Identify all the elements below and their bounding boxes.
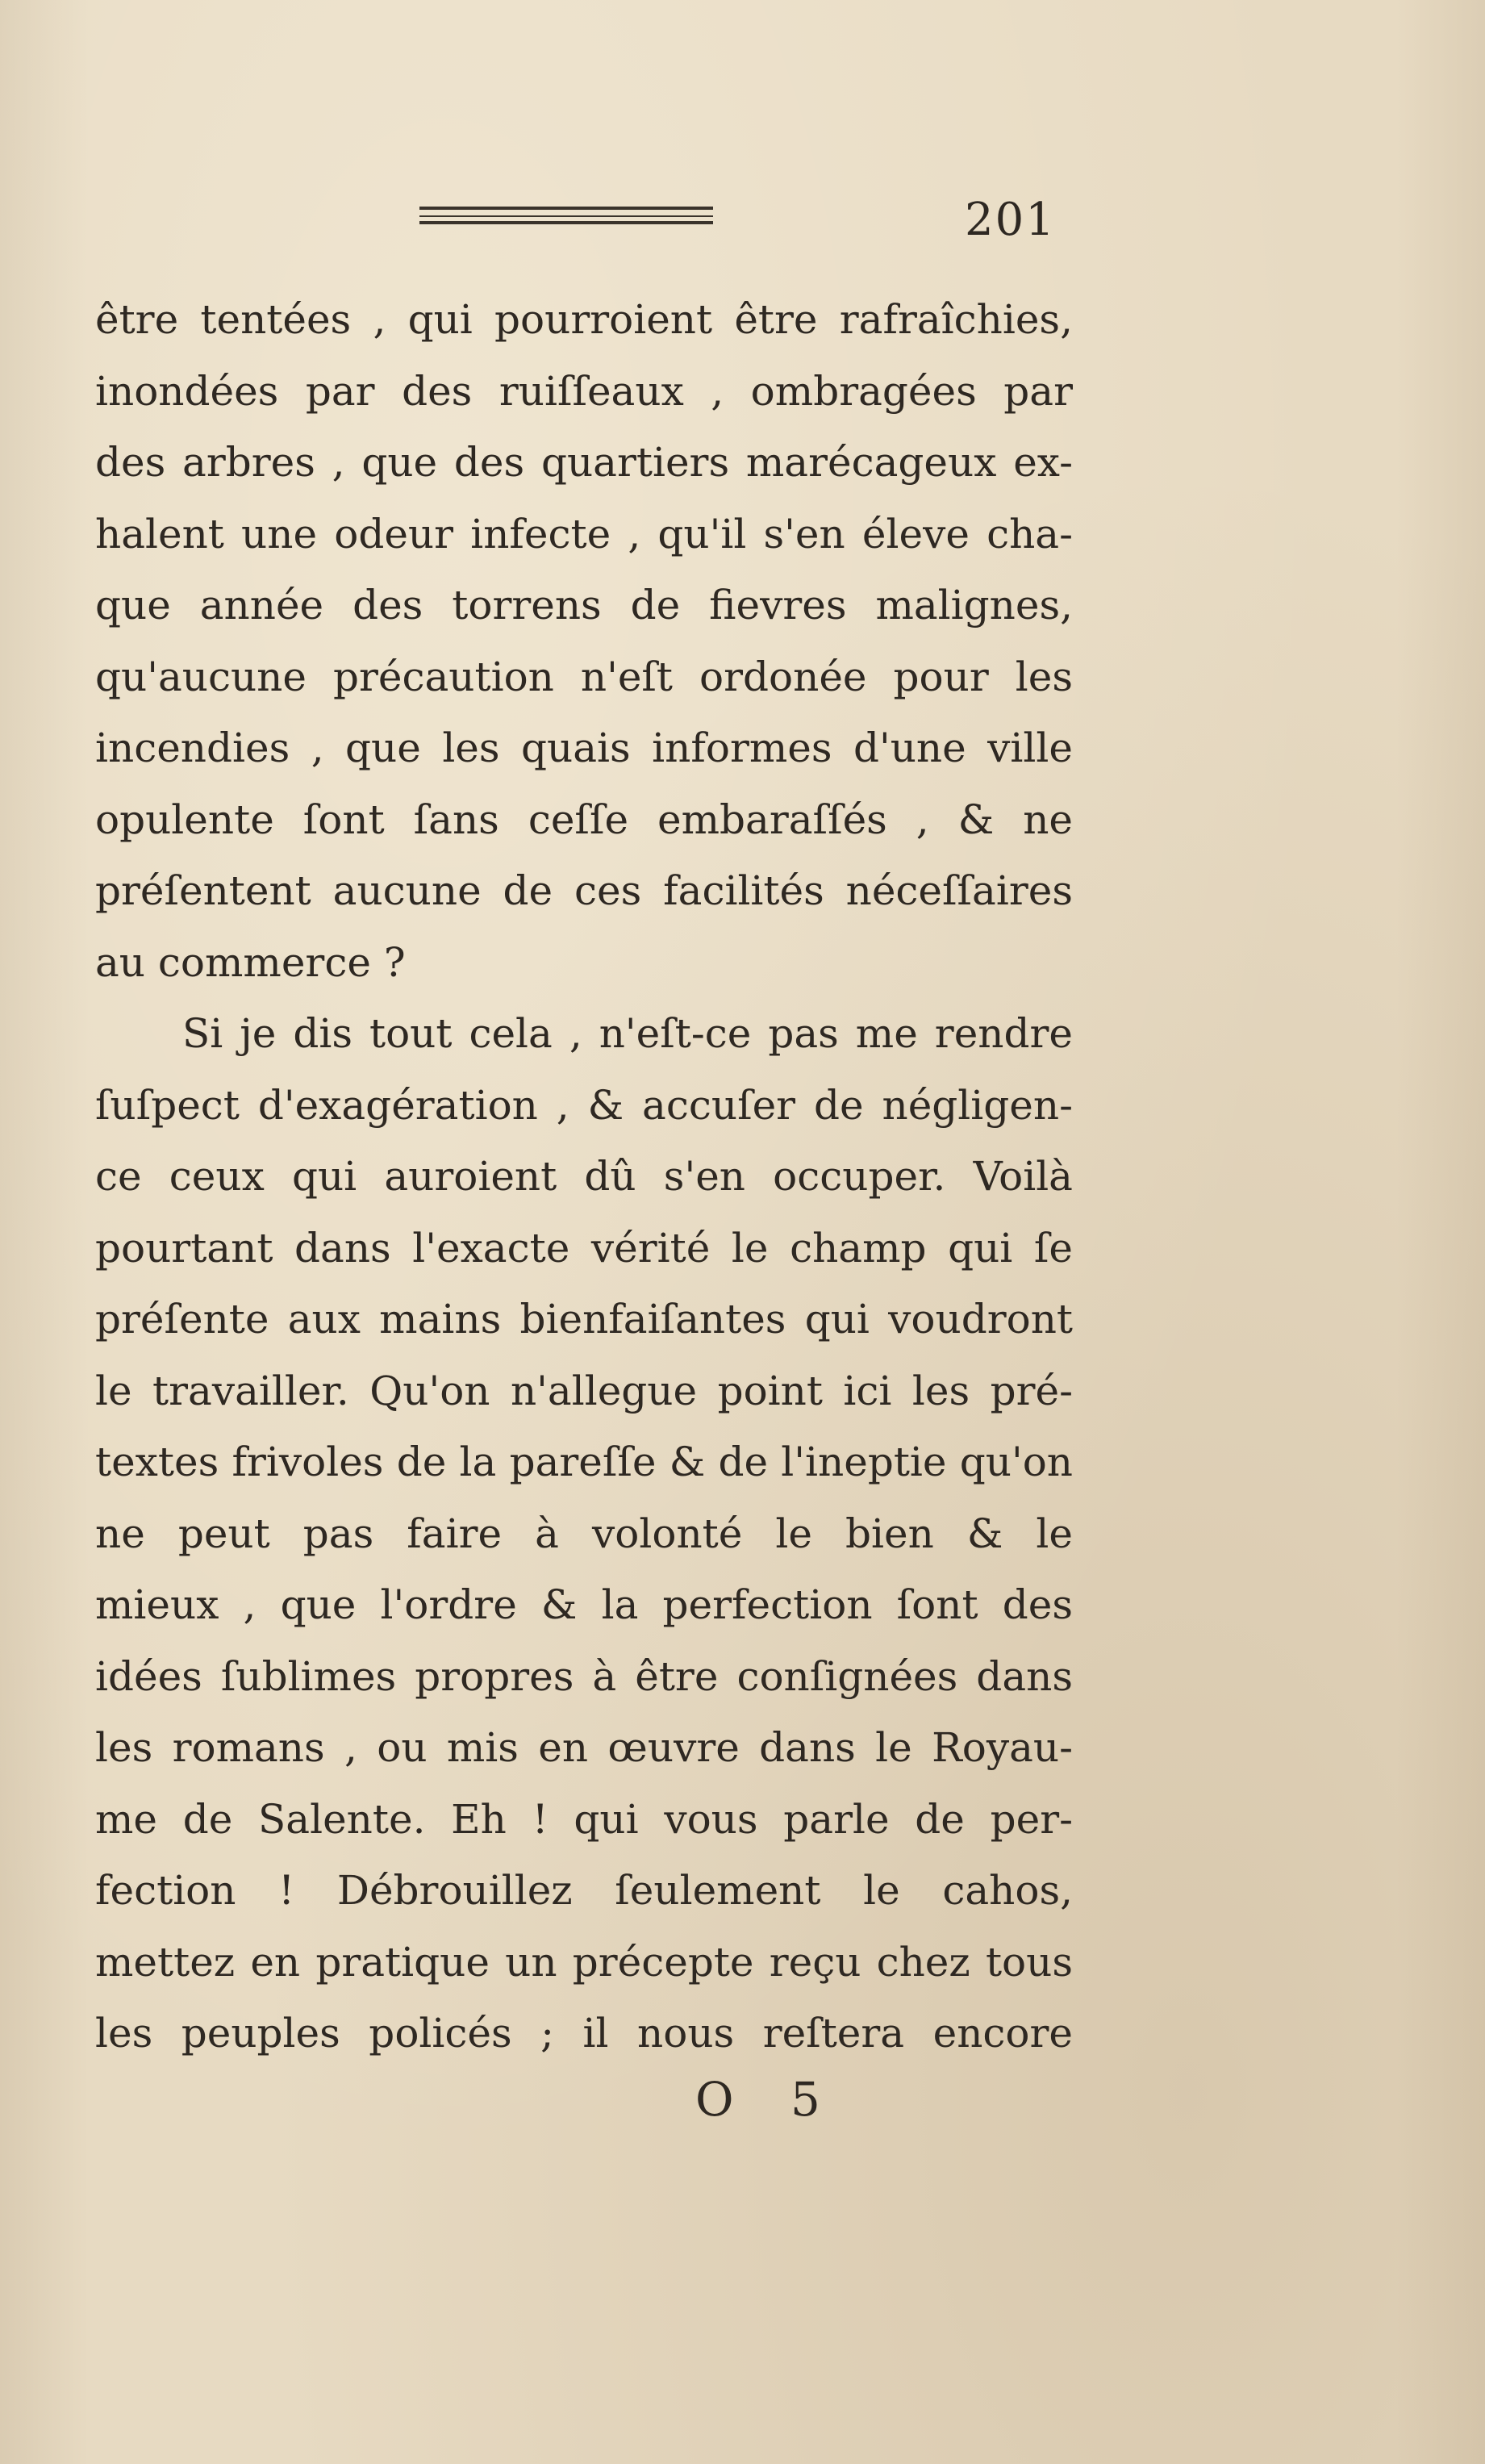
text-line: les romans , ou mis en œuvre dans le Royau- [95,1724,1073,1771]
text-line: Si je dis tout cela , n'eſt-ce pas me rendre [182,1010,1073,1057]
page-number: 201 [965,194,1056,246]
text-line: préſentent aucune de ces facilités néceſſaires [95,867,1073,914]
text-line: fection ! Débrouillez ſeulement le cahos, [95,1867,1073,1914]
text-line: ne peut pas faire à volonté le bien & le [95,1510,1073,1557]
body-text [95,284,1073,2069]
paragraph-2 [95,998,1073,2069]
paragraph-1 [95,284,1073,998]
text-line: qu'aucune précaution n'eſt ordonée pour les [95,653,1073,700]
text-line: mettez en pratique un précepte reçu chez tous [95,1938,1073,1986]
text-line: me de Salente. Eh ! qui vous parle de per- [95,1795,1073,1843]
text-line: halent une odeur infecte , qu'il s'en éleve cha- [95,510,1073,558]
text-line: les peuples policés ; il nous reſtera encore [95,2010,1073,2057]
text-line: des arbres , que des quartiers marécageux ex- [95,439,1073,486]
text-line: mieux , que l'ordre & la perfection ſont des [95,1581,1073,1628]
text-line: que année des torrens de fievres malignes, [95,582,1073,629]
text-line: inondées par des ruiſſeaux , ombragées par [95,367,1073,415]
text-line: opulente ſont ſans ceſſe embaraſſés , & ne [95,796,1073,843]
text-line: au commerce ? [95,938,406,986]
text-line: idées ſublimes propres à être conſignées dans [95,1652,1073,1700]
text-line: préſente aux mains bienfaiſantes qui voudront [95,1296,1073,1343]
text-line: ce ceux qui auroient dû s'en occuper. Voilà [95,1153,1073,1200]
text-line: le travailler. Qu'on n'allegue point ici les pré- [95,1367,1073,1414]
text-line: être tentées , qui pourroient être rafraîchies, [95,296,1073,343]
text-line: incendies , que les quais informes d'une ville [95,725,1073,771]
header-double-rule [419,207,713,224]
signature-mark: O 5 [695,2072,841,2127]
text-line: ſuſpect d'exagération , & accuſer de négligen- [95,1081,1073,1129]
text-line: textes frivoles de la pareſſe & de l'ineptie qu'on [95,1439,1073,1485]
text-line: pourtant dans l'exacte vérité le champ qui ſe [95,1224,1073,1272]
